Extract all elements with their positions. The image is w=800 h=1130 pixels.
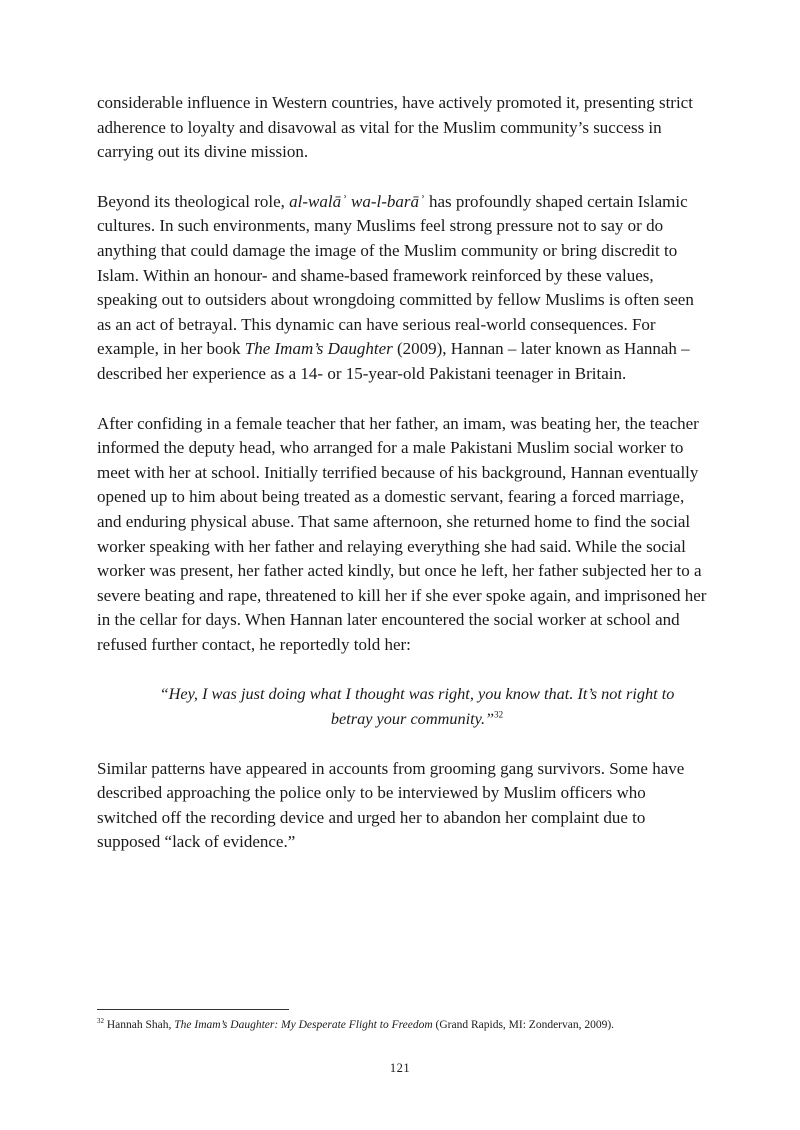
block-quote xyxy=(141,682,693,731)
footnote-reference[interactable]: 32 xyxy=(494,709,504,720)
footnote xyxy=(97,1017,709,1033)
arabic-term: al-walāʾ wa-l-barāʾ xyxy=(289,191,425,211)
paragraph-2 xyxy=(97,190,709,387)
footnote-author: Hannah Shah, xyxy=(104,1019,175,1031)
footnote-title: The Imam’s Daughter: My Desperate Flight to Freedom xyxy=(174,1019,433,1031)
quote-text: “Hey, I was just doing what I thought was right, you know that. It’s not right to betray your community.” xyxy=(159,684,675,729)
paragraph-3: After confiding in a female teacher that her father, an imam, was beating her, the teacher informed the deputy head, who arranged for a male Pakistani Muslim social worker to meet with her at school. Initially terrified because of his background, Hannan eventually opened up to him about being treated as a domestic servant, fearing a forced marriage, and enduring physical abuse. That same afternoon, she returned home to find the social worker speaking with her father and relaying everything she had said. While the social worker was present, her father acted kindly, but once he left, her father subjected her to a severe beating and rape, threatened to kill her if she ever spoke again, and imprisoned her in the cellar for days. When Hannan later encountered the social worker at school and refused further contact, he reportedly told her: xyxy=(97,413,707,654)
paragraph-4: Similar patterns have appeared in accounts from grooming gang survivors. Some have described approaching the police only to be interviewed by Muslim officers who switched off the recording device and urged her to abandon her complaint due to supposed “lack of evidence.” xyxy=(97,758,685,852)
paragraph-2-end: (2009), Hannan – later known as Hannah – described her experience as a 14- or 15-year-old Pakistani teenager in Britain. xyxy=(97,339,690,383)
paragraph-2-intro: Beyond its theological role, xyxy=(97,191,290,211)
footnote-divider xyxy=(97,1009,289,1010)
page-body xyxy=(97,91,709,880)
footnote-publication: (Grand Rapids, MI: Zondervan, 2009). xyxy=(432,1019,615,1031)
footnote-number: 32 xyxy=(97,1017,104,1026)
book-title: The Imam’s Daughter xyxy=(244,339,393,359)
page-number: 121 xyxy=(389,1061,411,1075)
paragraph-1: considerable influence in Western countries, have actively promoted it, presenting strict adherence to loyalty and disavowal as vital for the Muslim community’s success in carrying out its divine mission. xyxy=(97,93,693,162)
paragraph-2-body: has profoundly shaped certain Islamic cultures. In such environments, many Muslims feel strong pressure not to say or do anything that could damage the image of the Muslim community or bring discredit to Islam. Within an honour- and shame-based framework reinforced by these values, speaking out to outsiders about wrongdoing committed by fellow Muslims is often seen as an act of betrayal. This dynamic can have serious real-world consequences. For example, in her book xyxy=(97,191,694,359)
